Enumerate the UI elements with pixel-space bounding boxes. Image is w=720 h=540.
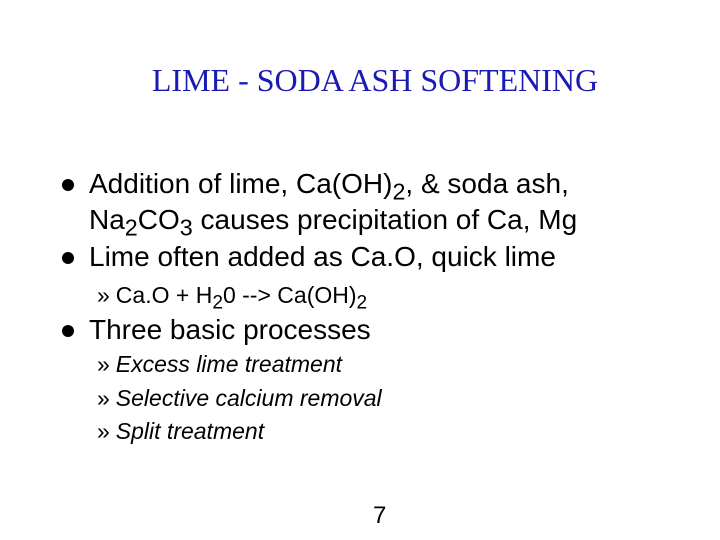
page-number: 7: [373, 502, 387, 529]
bullet-1-text-d: CO: [137, 204, 180, 235]
bullet-1-text-b: , & soda ash,: [405, 168, 569, 199]
bullet-dot-icon: [62, 252, 74, 264]
bullet-1-text-a: Addition of lime, Ca(OH): [89, 168, 393, 199]
chevron-right-icon: »: [97, 282, 110, 308]
reaction-text-a: Ca.O + H: [115, 282, 213, 308]
sub-bullet-selective-calcium: [97, 383, 382, 413]
bullet-1-text-e: causes precipitation of Ca, Mg: [192, 204, 578, 235]
chevron-right-icon: »: [97, 351, 110, 377]
sub-bullet-text: Excess lime treatment: [115, 351, 343, 377]
subscript: 2: [392, 178, 406, 205]
chevron-right-icon: »: [97, 418, 110, 444]
bullet-dot-icon: [62, 325, 74, 337]
slide-title: LIME - SODA ASH SOFTENING: [151, 62, 599, 98]
sub-bullet-text: Split treatment: [115, 418, 265, 444]
subscript: 2: [124, 214, 138, 241]
bullet-1-text-c: Na: [89, 204, 125, 235]
sub-bullet-excess-lime: [97, 349, 342, 379]
subscript: 3: [179, 214, 193, 241]
reaction-text-b: 0 --> Ca(OH): [222, 282, 357, 308]
sub-bullet-split-treatment: [97, 416, 264, 446]
sub-bullet-text: Selective calcium removal: [115, 385, 382, 411]
chevron-right-icon: »: [97, 385, 110, 411]
bullet-dot-icon: [62, 179, 74, 191]
subscript: 2: [356, 292, 368, 314]
bullet-2-text: Lime often added as Ca.O, quick lime: [89, 241, 556, 272]
bullet-3-text: Three basic processes: [89, 314, 371, 345]
subscript: 2: [212, 292, 223, 314]
